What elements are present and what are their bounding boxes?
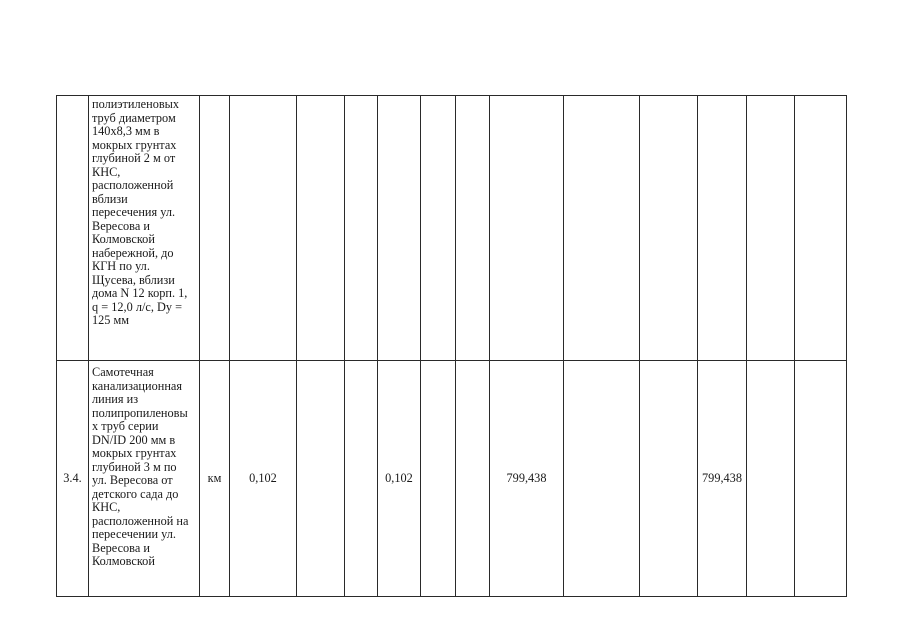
row-number-cell: 3.4. xyxy=(57,361,89,597)
unit-cell: км xyxy=(200,361,230,597)
table-row xyxy=(57,96,847,361)
total-length-cell: 0,102 xyxy=(230,361,297,597)
table-cell xyxy=(795,96,847,361)
row-description-cell: Самотечная канализационная линия из полипропиленовы х труб серии DN/ID 200 мм в мокрых грунтах глубиной 3 м по ул. Вересова от детского сада до КНС, расположенной на пересечении ул. Вересова и Колмовской xyxy=(89,361,200,597)
table-cell xyxy=(564,361,640,597)
table-cell xyxy=(640,361,698,597)
table-cell xyxy=(747,96,795,361)
table-cell xyxy=(345,361,378,597)
unit-cell xyxy=(200,96,230,361)
table-cell xyxy=(297,361,345,597)
new-length-cell: 0,102 xyxy=(378,361,421,597)
table-cell xyxy=(421,96,456,361)
table-cell xyxy=(795,361,847,597)
total-length-cell xyxy=(230,96,297,361)
data-table xyxy=(56,95,847,597)
row-number-cell xyxy=(57,96,89,361)
table-cell xyxy=(564,96,640,361)
new-length-cell xyxy=(378,96,421,361)
new-cost-cell xyxy=(698,96,747,361)
table-row xyxy=(57,361,847,597)
total-cost-cell xyxy=(490,96,564,361)
table-cell xyxy=(421,361,456,597)
table-cell xyxy=(747,361,795,597)
row-description-cell: полиэтиленовых труб диаметром 140х8,3 мм в мокрых грунтах глубиной 2 м от КНС, расположенной вблизи пересечения ул. Вересова и Колмовской набережной, до КГН по ул. Щусева, вблизи дома N 12 корп. 1, q = 12,0 л/с, Dу = 125 мм xyxy=(89,96,200,361)
table-cell xyxy=(345,96,378,361)
total-cost-cell: 799,438 xyxy=(490,361,564,597)
table-cell xyxy=(297,96,345,361)
table-cell xyxy=(640,96,698,361)
table-cell xyxy=(456,361,490,597)
table-cell xyxy=(456,96,490,361)
new-cost-cell: 799,438 xyxy=(698,361,747,597)
